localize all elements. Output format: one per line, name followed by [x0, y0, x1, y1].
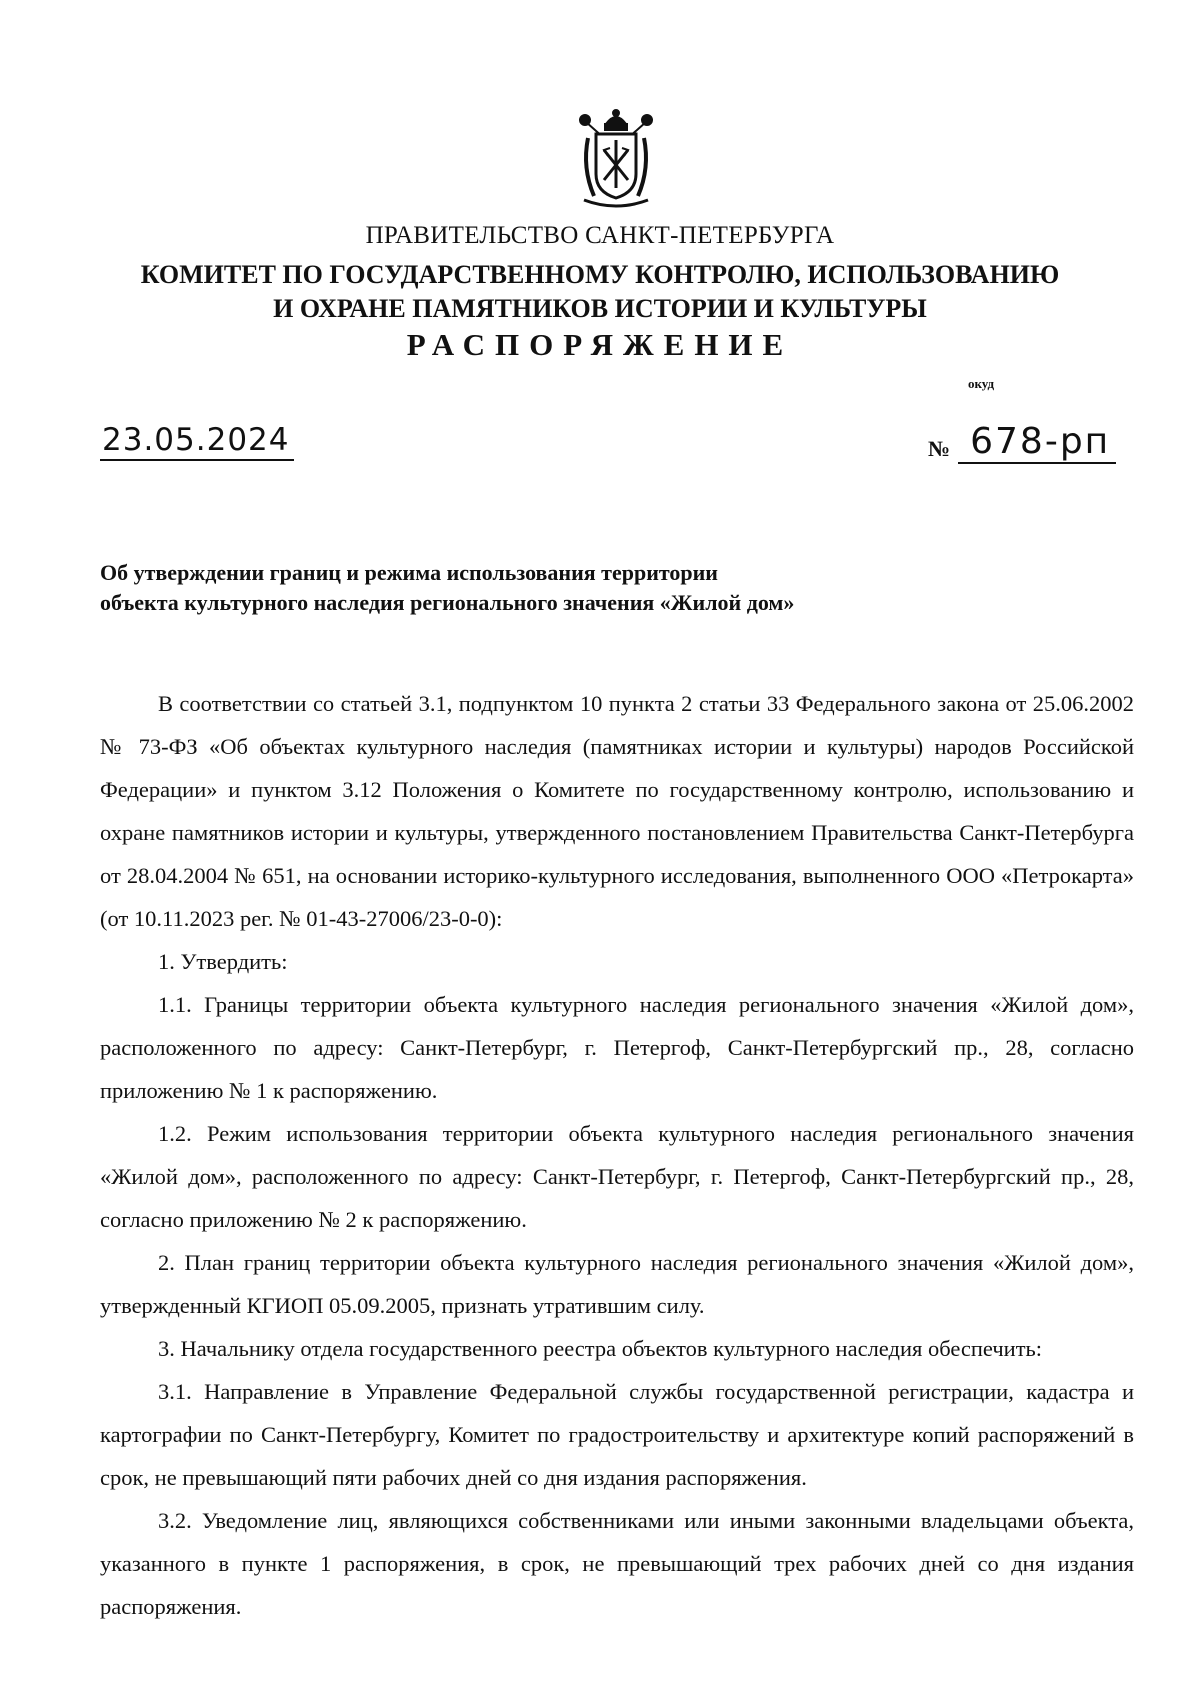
body-paragraph: 3. Начальнику отдела государственного реестра объектов культурного наследия обеспечить: — [158, 1336, 1043, 1361]
body-paragraph: 1.1. Границы территории объекта культурного наследия регионального значения «Жилой дом», расположенного по адресу: Санкт-Петербург, г. Петергоф, Санкт-Петербургский пр., 28, согласно приложению № 1 к распоряжению. — [100, 992, 1134, 1103]
government-title: ПРАВИТЕЛЬСТВО САНКТ-ПЕТЕРБУРГА — [365, 222, 835, 249]
body-paragraph: 1. Утвердить: — [158, 949, 288, 974]
document-date: 23.05.2024 — [100, 422, 294, 461]
committee-title-line: КОМИТЕТ ПО ГОСУДАРСТВЕННОМУ КОНТРОЛЮ, ИСПОЛЬЗОВАНИЮ — [140, 260, 1060, 289]
body-paragraph: 3.1. Направление в Управление Федеральной службы государственной регистрации, кадастра и картографии по Санкт-Петербургу, Комитет по градостроительству и архитектуре копий распоряжений в срок, не превышающий пяти рабочих дней со дня издания распоряжения. — [100, 1379, 1134, 1490]
body-paragraph: 3.2. Уведомление лиц, являющихся собственниками или иными законными владельцами объекта, указанного в пункте 1 распоряжения, в срок, не превышающий трех рабочих дней со дня издания распоряжения. — [100, 1508, 1134, 1619]
subject-line: Об утверждении границ и режима использования территории — [100, 560, 718, 585]
body-paragraph: 1.2. Режим использования территории объекта культурного наследия регионального значения «Жилой дом», расположенного по адресу: Санкт-Петербург, г. Петергоф, Санкт-Петербургский пр., 28, согласно приложению № 2 к распоряжению. — [100, 1121, 1134, 1232]
body-paragraph: 2. План границ территории объекта культурного наследия регионального значения «Жилой дом», утвержденный КГИОП 05.09.2005, признать утратившим силу. — [100, 1250, 1134, 1318]
document-number: 678-рп — [958, 422, 1116, 464]
subject-line: объекта культурного наследия регионального значения «Жилой дом» — [100, 590, 795, 615]
committee-title-line: И ОХРАНЕ ПАМЯТНИКОВ ИСТОРИИ И КУЛЬТУРЫ — [273, 294, 927, 323]
committee-title — [0, 258, 1200, 326]
document-body — [100, 682, 1134, 1628]
body-paragraph: В соответствии со статьей 3.1, подпунктом 10 пункта 2 статьи 33 Федерального закона от 25.06.2002 № 73-ФЗ «Об объектах культурного наследия (памятниках истории и культуры) народов Российской Федерации» и пунктом 3.12 Положения о Комитете по государственному контролю, использованию и охране памятников истории и культуры, утвержденного постановлением Правительства Санкт-Петербурга от 28.04.2004 № 651, на основании историко-культурного исследования, выполненного ООО «Петрокарта» (от 10.11.2023 рег. № 01-43-27006/23-0-0): — [100, 691, 1134, 931]
document-number-block — [928, 420, 1116, 464]
document-subject — [100, 558, 900, 618]
coat-of-arms-emblem — [574, 108, 658, 212]
document-type: РАСПОРЯЖЕНИЕ — [406, 327, 794, 362]
okud-label: окуд — [968, 376, 995, 391]
number-sign: № — [928, 436, 951, 461]
